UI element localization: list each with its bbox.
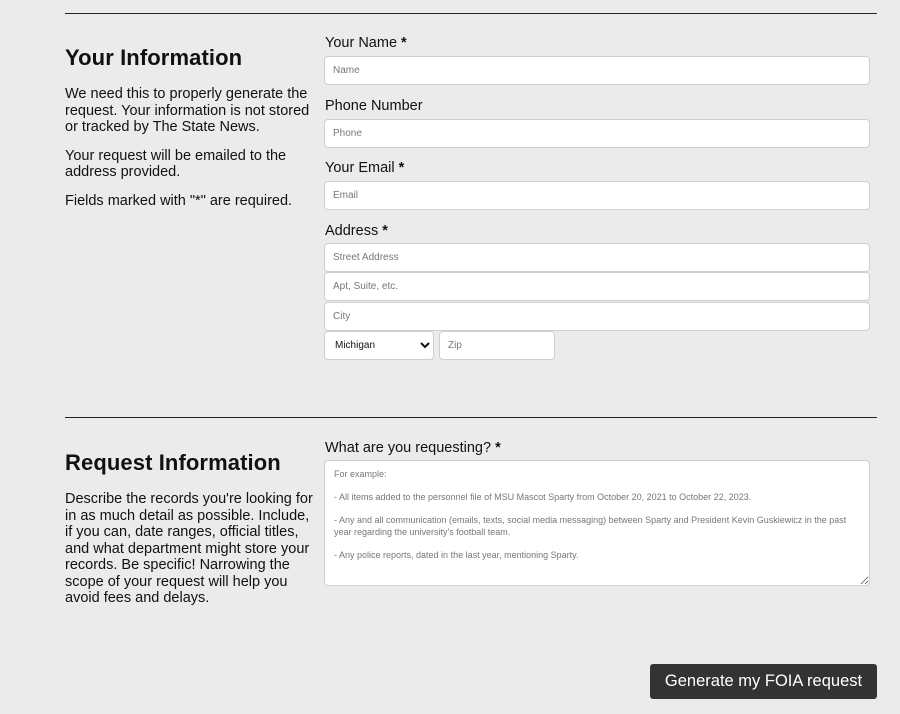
intro-paragraph-required: Fields marked with "*" are required. xyxy=(65,192,293,209)
city-input[interactable] xyxy=(324,302,870,331)
section-title-request-information: Request Information xyxy=(65,450,281,475)
zip-input[interactable] xyxy=(439,331,555,360)
name-label: Your Name * xyxy=(325,35,407,51)
email-input[interactable] xyxy=(324,181,870,210)
generate-foia-request-button[interactable]: Generate my FOIA request xyxy=(650,664,877,699)
top-divider xyxy=(65,13,877,14)
state-select[interactable] xyxy=(324,331,434,360)
apt-suite-input[interactable] xyxy=(324,272,870,301)
required-marker: * xyxy=(401,35,407,51)
section-title-your-information: Your Information xyxy=(65,45,243,70)
your-information-intro xyxy=(65,45,315,209)
request-information-intro xyxy=(65,450,315,607)
street-address-input[interactable] xyxy=(324,243,870,272)
address-label: Address * xyxy=(325,223,388,239)
intro-paragraph-email: Your request will be emailed to the address provided. xyxy=(65,147,287,180)
section-divider xyxy=(65,417,877,418)
request-label: What are you requesting? * xyxy=(325,440,501,456)
request-intro-paragraph: Describe the records you're looking for in as much detail as possible. Include, if you can, date ranges, official titles, and what department might store your records. Be specific! Narrowing the scope of your request will help you avoid fees and delays. xyxy=(65,491,313,606)
required-marker: * xyxy=(398,160,405,176)
phone-label: Phone Number xyxy=(325,98,423,114)
phone-input[interactable] xyxy=(324,119,870,148)
name-input[interactable] xyxy=(324,56,870,85)
required-marker: * xyxy=(382,223,388,239)
required-marker: * xyxy=(495,440,501,456)
intro-paragraph-purpose: We need this to properly generate the request. Your information is not stored or tracked by The State News. xyxy=(65,86,310,135)
email-label: Your Email * xyxy=(325,160,405,176)
request-textarea[interactable] xyxy=(324,460,870,586)
